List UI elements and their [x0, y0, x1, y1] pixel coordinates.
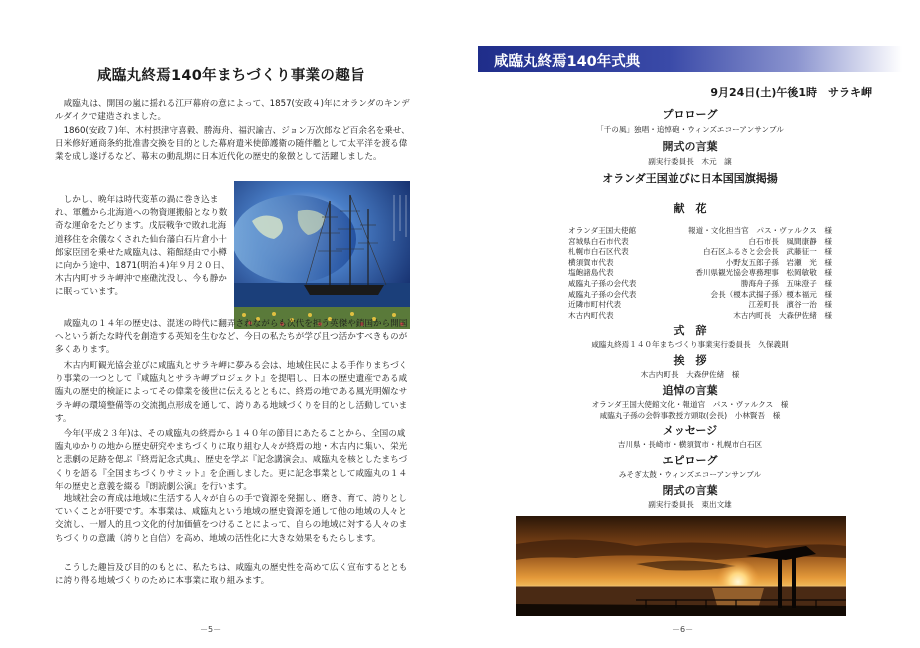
- sunset-photo: [516, 516, 846, 616]
- greeting-heading: 挨 拶: [673, 354, 707, 367]
- memorial-heading: 追悼の言葉: [662, 384, 718, 397]
- paragraph-8: こうした趣旨及び目的のもとに、私たちは、咸臨丸の歴史性を高めて広く宣布するとともに誇り得る地域づくりのために本事業に取り組みます。: [55, 563, 408, 587]
- list-item: 宮城県白石市代表 白石市長 風間康静 様: [568, 236, 832, 246]
- page-title: 咸臨丸終焉140年まちづくり事業の趣旨: [97, 68, 365, 84]
- address-detail: 咸臨丸終焉１４０年まちづくり事業実行委員長 久保義則: [591, 340, 789, 349]
- page-number: －5－: [200, 625, 222, 634]
- right-page: [460, 0, 920, 648]
- greeting-detail: 木古内町長 大森伊佐緒 様: [640, 370, 740, 379]
- banner: [478, 46, 902, 72]
- opening-detail: 副実行委員長 木元 譲: [648, 157, 732, 166]
- epilogue-heading: エピローグ: [662, 454, 718, 467]
- opening-heading: 開式の言葉: [662, 140, 718, 153]
- event-date: 9月24日(土)午後1時 サラキ岬: [710, 86, 872, 99]
- paragraph-6: 今年(平成２３年)は、その咸臨丸の終焉から１４０年の節目にあたることから、全国の咸臨丸ゆかりの地から歴史研究やまちづくりに取り組む人々が終焉の地・木古内に集い、栄光と悲劇の足跡を偲ぶ『終焉記念式典』、歴史を学ぶ『記念講演会』、咸臨丸を核としたまちづくりを語る『全国まちづくりサミット』を企画しました。更に記念事業として咸臨丸の１４年の歴史と意義を綴る『朗読劇公演』を行います。: [55, 429, 408, 492]
- paragraph-3: しかし、晩年は時代変革の渦に巻き込まれ、軍艦から北海道への物資運搬船となり数奇な運命をたどります。戊辰戦争で敗れ北海道移住を余儀なくされた仙台藩白石片倉小十郎家臣団を乗せた咸臨丸は、箱館経由で小樽に向かう途中、1871(明治４)年９月２０日、木古内町サラキ岬沖で座礁沈没し、今も静かに眠っています。: [55, 195, 230, 298]
- paragraph-2: 1860(安政７)年、木村摂津守喜毅、勝海舟、福沢諭吉、ジョン万次郎など百余名を乗せ、日米修好通商条約批准書交換を目的とした幕府遣米使節護衛の随伴艦として太平洋を渡る偉業を成し遂げるなど、幕末の動乱期に日本近代化の歴史的象徴として活躍しました。: [55, 126, 410, 163]
- paragraph-4: 咸臨丸の１４年の歴史は、混迷の時代に翻弄されながらも次代を担う英傑や鎖国から開国へという新たな時代を創造する英知を生むなど、今日の私たちが学び且つ活かすべきものが多くあります。: [55, 319, 408, 356]
- paragraph-7: 地域社会の育成は地域に生活する人々が自らの手で資源を発掘し、磨き、育て、誇りとしていくことが肝要です。本事業は、咸臨丸という地域の歴史資源を通して他の地域の人々と交流し、一層人的且つ文化的付加価値をつけることによって、自らの地域に対する人々のまちづくりの意識（誇りと自信）を高め、地域の活性化に大きな効果をもたらします。: [55, 494, 408, 544]
- address-heading: 式 辞: [673, 324, 707, 337]
- offering-list: [568, 226, 832, 321]
- banner-title: 咸臨丸終焉140年式典: [494, 54, 641, 70]
- prologue-heading: プロローグ: [662, 108, 718, 121]
- list-item: 木古内町代表 木古内町長 大森伊佐緒 様: [568, 310, 832, 320]
- list-item: オランダ王国大使館 報道・文化担当官 パス・ヴァルクス 様: [568, 226, 832, 235]
- paragraph-1: 咸臨丸は、開国の嵐に揺れる江戸幕府の意によって、1857(安政４)年にオランダのキンデルダイクで建造されました。: [55, 99, 410, 123]
- list-item: 咸臨丸子孫の会代表 会長（榎本武揚子孫）榎本福元 様: [568, 289, 832, 299]
- list-item: 塩飽諸島代表 香川県観光協会専務理事 松岡敏敬 様: [568, 268, 832, 278]
- paragraph-5: 木古内町観光協会並びに咸臨丸とサラキ岬に夢みる会は、地域住民による手作りまちづくり事業の一つとして『咸臨丸とサラキ岬プロジェクト』を提唱し、日本の歴史遺産である咸臨丸の歴史的検証によってその偉業を後世に伝えるとともに、終焉の地である風光明媚なサラキ岬の環境整備等の交流拠点形成を通して、誇りある地域づくりを目的とし活動しています。: [55, 361, 408, 424]
- memorial-detail-1: オランダ王国大使館文化・報道官 パス・ヴァルクス 様: [591, 400, 789, 409]
- list-item: 咸臨丸子孫の会代表 勝海舟子孫 五味澄子 様: [568, 278, 832, 288]
- closing-heading: 閉式の言葉: [662, 484, 718, 497]
- message-detail: 吉川県・長崎市・横須賀市・札幌市白石区: [617, 440, 763, 449]
- message-heading: メッセージ: [662, 424, 718, 437]
- flags-heading: オランダ王国並びに日本国国旗掲揚: [602, 172, 778, 185]
- list-item: 横須賀市代表 小野友五郎子孫 岩瀬 光 様: [568, 257, 832, 267]
- epilogue-detail: みそぎ太鼓・ウィンズエコーアンサンブル: [618, 470, 762, 479]
- list-item: 札幌市白石区代表 白石区ふるさと会会長 武藤征一 様: [568, 247, 832, 257]
- prologue-detail: 「千の風」独唱・追悼砲・ウィンズエコーアンサンブル: [596, 125, 784, 134]
- list-item: 近隣市町村代表 江差町長 濱谷一治 様: [568, 300, 832, 310]
- offering-heading: 献 花: [673, 202, 707, 215]
- kanrin-maru-ship-image: [234, 181, 410, 329]
- page-number: －6－: [672, 625, 694, 634]
- memorial-detail-2: 咸臨丸子孫の会幹事教授方頭取(会長) 小林賢吾 様: [599, 411, 781, 420]
- closing-detail: 副実行委員長 東出文雄: [648, 500, 732, 509]
